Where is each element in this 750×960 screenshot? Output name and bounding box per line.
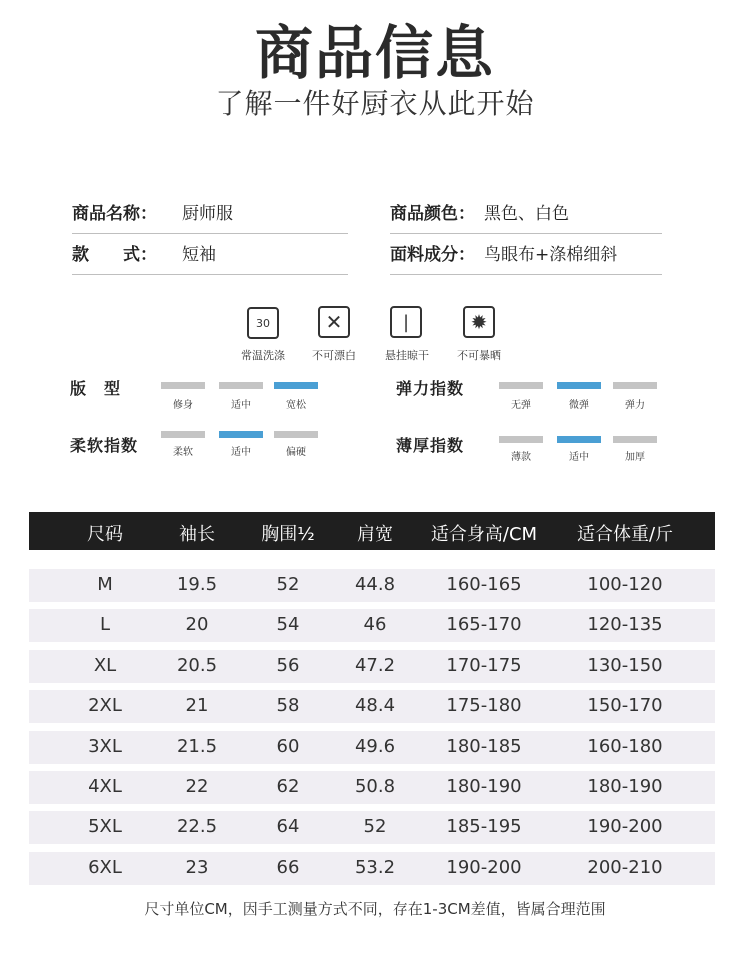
table-cell: 62 (276, 776, 300, 797)
table-cell: 47.2 (354, 654, 396, 676)
scale-option: 修身 (173, 400, 193, 411)
hang-dry-icon: | (390, 306, 422, 338)
scale-option: 适中 (231, 400, 251, 411)
scale-option: 薄款 (511, 452, 531, 463)
scale-option: 适中 (569, 452, 589, 463)
page-subtitle: 了解一件好厨衣从此开始 (215, 87, 535, 120)
table-cell: 170-175 (446, 654, 522, 676)
scale-bar-selected (557, 436, 601, 443)
scale-option: 宽松 (286, 400, 306, 411)
table-cell: 160-180 (587, 735, 663, 757)
table-cell: 52 (276, 574, 300, 595)
table-cell: 21 (185, 695, 209, 717)
table-cell: 50.8 (354, 776, 396, 797)
table-cell: 19.5 (176, 574, 218, 595)
wash-30-icon: 30 (247, 307, 279, 339)
table-cell: 52 (363, 816, 387, 838)
attr-label-softness: 柔软指数 (70, 436, 139, 455)
info-value: 黑色、白色 (484, 204, 569, 224)
table-cell: 165-170 (446, 614, 522, 636)
attr-label-elastic: 弹力指数 (396, 379, 465, 398)
scale-option: 柔软 (173, 447, 193, 458)
table-cell: 53.2 (354, 856, 396, 878)
info-value: 短袖 (182, 245, 216, 265)
table-row (29, 690, 715, 723)
info-label: 商品名称： (72, 204, 157, 224)
info-label: 款 式： (72, 245, 157, 265)
table-cell: 200-210 (587, 856, 663, 878)
scale-option: 偏硬 (286, 447, 306, 458)
table-cell: XL (93, 654, 117, 676)
table-row (29, 650, 715, 683)
table-cell: 20.5 (176, 654, 218, 676)
info-row-color (390, 195, 662, 234)
attr-label-fit: 版 型 (70, 379, 122, 398)
table-cell: 64 (276, 816, 300, 838)
column-header: 肩宽 (357, 524, 393, 545)
attr-label-thickness: 薄厚指数 (396, 436, 465, 455)
table-cell: 20 (185, 614, 209, 636)
table-cell: 180-190 (446, 776, 522, 797)
info-row-name (72, 195, 348, 234)
table-cell: 22.5 (176, 816, 218, 838)
scale-bar (274, 431, 318, 438)
scale-bar (499, 436, 543, 443)
info-row-style (72, 236, 348, 275)
table-cell: 160-165 (446, 574, 522, 595)
column-header: 尺码 (87, 524, 123, 545)
page-title: 商品信息 (254, 19, 495, 87)
table-cell: 6XL (88, 856, 122, 878)
scale-bar-selected (274, 382, 318, 389)
table-cell: 100-120 (587, 574, 663, 595)
scale-bar (499, 382, 543, 389)
scale-bar (613, 382, 657, 389)
info-label: 面料成分： (390, 245, 475, 265)
care-label: 悬挂晾干 (385, 349, 429, 362)
table-cell: 23 (185, 856, 209, 878)
no-bleach-icon: ✕ (318, 306, 350, 338)
table-cell: 180-190 (587, 776, 663, 797)
scale-bar (219, 382, 263, 389)
info-label: 商品颜色： (390, 204, 475, 224)
scale-bar (613, 436, 657, 443)
table-row (29, 852, 715, 885)
scale-bar (161, 382, 205, 389)
table-row (29, 811, 715, 844)
info-value: 厨师服 (182, 204, 233, 224)
table-cell: L (99, 614, 111, 636)
table-cell: 66 (276, 856, 300, 878)
table-cell: 44.8 (354, 574, 396, 595)
column-header: 袖长 (179, 524, 215, 545)
table-cell: M (97, 574, 113, 595)
table-cell: 48.4 (354, 695, 396, 717)
table-cell: 56 (276, 654, 300, 676)
column-header: 胸围½ (261, 524, 315, 545)
care-label: 常温洗涤 (241, 349, 285, 362)
table-cell: 4XL (88, 776, 122, 797)
table-cell: 21.5 (176, 735, 218, 757)
table-row (29, 569, 715, 602)
column-header: 适合身高/CM (430, 524, 538, 545)
scale-option: 微弹 (569, 400, 589, 411)
scale-bar (161, 431, 205, 438)
info-row-fabric (390, 236, 662, 275)
table-cell: 46 (363, 614, 387, 636)
table-cell: 2XL (88, 695, 122, 717)
table-cell: 5XL (88, 816, 122, 838)
scale-option: 无弹 (511, 400, 531, 411)
info-value: 鸟眼布+涤棉细斜 (484, 245, 618, 265)
no-sun-icon: ✹ (463, 306, 495, 338)
table-row (29, 771, 715, 804)
care-label: 不可暴晒 (457, 349, 501, 362)
scale-bar-selected (557, 382, 601, 389)
scale-option: 适中 (231, 447, 251, 458)
scale-bar-selected (219, 431, 263, 438)
table-row (29, 609, 715, 642)
table-cell: 49.6 (354, 735, 396, 757)
table-cell: 190-200 (446, 856, 522, 878)
table-cell: 22 (185, 776, 209, 797)
table-cell: 175-180 (446, 695, 522, 717)
table-cell: 3XL (88, 735, 122, 757)
table-cell: 190-200 (587, 816, 663, 838)
scale-option: 弹力 (625, 400, 645, 411)
footnote: 尺寸单位CM，因手工测量方式不同，存在1-3CM差值，皆属合理范围 (144, 900, 606, 918)
table-cell: 54 (276, 614, 300, 636)
scale-option: 加厚 (625, 452, 645, 463)
table-cell: 58 (276, 695, 300, 717)
table-cell: 185-195 (446, 816, 522, 838)
column-header: 适合体重/斤 (576, 524, 674, 545)
table-cell: 180-185 (446, 735, 522, 757)
table-row (29, 731, 715, 764)
table-cell: 130-150 (587, 654, 663, 676)
table-cell: 150-170 (587, 695, 663, 717)
table-cell: 60 (276, 735, 300, 757)
size-table-header (29, 512, 715, 550)
table-cell: 120-135 (587, 614, 663, 636)
care-label: 不可漂白 (312, 349, 356, 362)
